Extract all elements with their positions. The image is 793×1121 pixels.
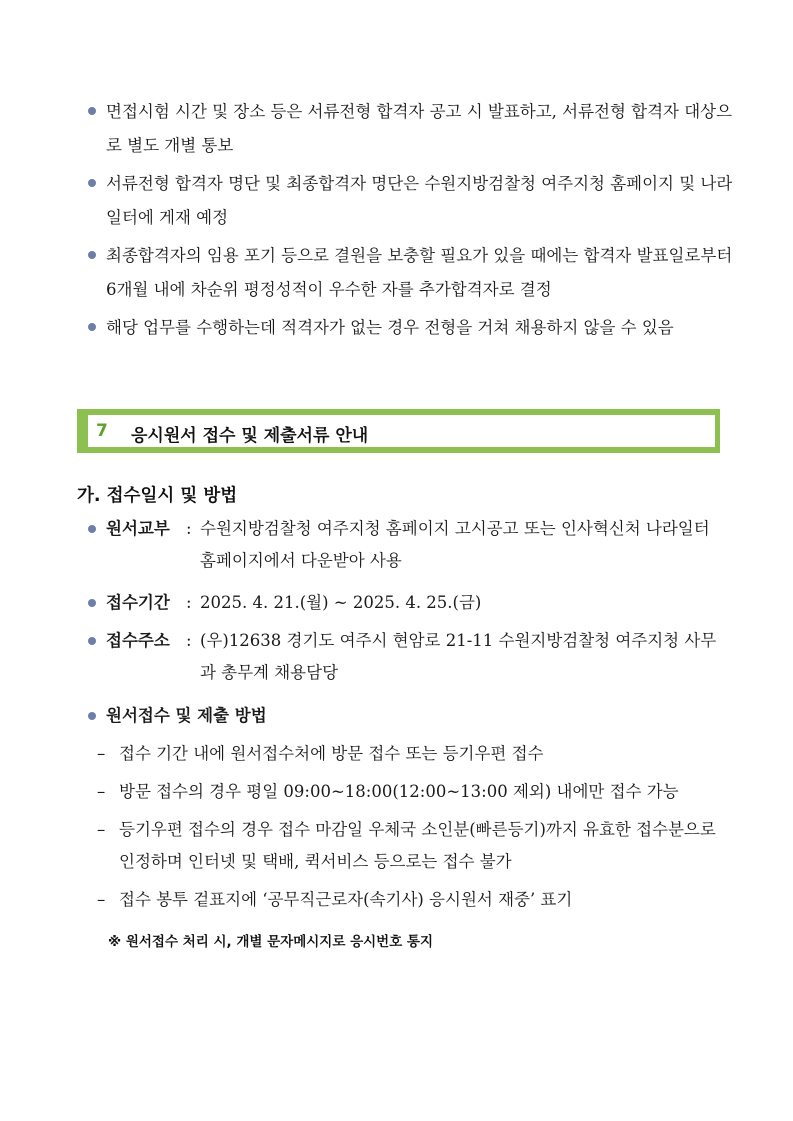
dash-marker: – — [97, 890, 106, 909]
intro-bullet-list — [84, 95, 734, 345]
bullet-dot-icon — [88, 712, 96, 720]
bullet-dot-icon — [88, 525, 96, 533]
dash-marker: – — [97, 782, 106, 801]
method-dash-list — [97, 738, 727, 922]
bullet-dot-icon — [88, 107, 96, 115]
dash-text: 방문 접수의 경우 평일 09:00~18:00(12:00~13:00 제외) 내에만 접수 가능 — [119, 782, 679, 801]
bullet-text: 최종합격자의 임용 포기 등으로 결원을 보충할 필요가 있을 때에는 합격자 발표일로부터 6개월 내에 차순위 평정성적이 우수한 자를 추가합격자로 결정 — [106, 246, 733, 299]
list-item — [97, 814, 727, 878]
info-label: 원서교부 — [106, 519, 170, 538]
dash-text: 접수 봉투 겉표지에 ‘공무직근로자(속기사) 응시원서 재중’ 표기 — [119, 890, 573, 909]
info-label: 접수기간 — [106, 593, 170, 612]
info-label: 접수주소 — [106, 631, 170, 650]
dash-text: 등기우편 접수의 경우 접수 마감일 우체국 소인분(빠른등기)까지 유효한 접수분으로 인정하며 인터넷 및 택배, 퀵서비스 등으로는 접수 불가 — [119, 820, 716, 871]
info-value: (우)12638 경기도 여주시 현암로 21-11 수원지방검찰청 여주지청 사무과 총무계 채용담당 — [200, 631, 717, 682]
list-item — [97, 738, 727, 770]
list-item — [84, 311, 734, 345]
note-text: ※ 원서접수 처리 시, 개별 문자메시지로 응시번호 통지 — [108, 934, 434, 950]
subsection-title: 가. 접수일시 및 방법 — [77, 486, 238, 506]
bullet-dot-icon — [88, 251, 96, 259]
dash-marker: – — [97, 744, 106, 763]
method-title: 원서접수 및 제출 방법 — [106, 706, 267, 725]
info-value: 2025. 4. 21.(월) ~ 2025. 4. 25.(금) — [200, 593, 482, 612]
bullet-dot-icon — [88, 599, 96, 607]
dash-text: 접수 기간 내에 원서접수처에 방문 접수 또는 등기우편 접수 — [119, 744, 544, 763]
bullet-dot-icon — [88, 637, 96, 645]
bullet-text: 서류전형 합격자 명단 및 최종합격자 명단은 수원지방검찰청 여주지청 홈페이지 및 나라일터에 게재 예정 — [106, 174, 733, 227]
list-item — [84, 167, 734, 235]
info-colon: : — [186, 631, 192, 650]
list-item — [84, 95, 734, 163]
bullet-text: 해당 업무를 수행하는데 적격자가 없는 경우 전형을 거쳐 채용하지 않을 수 있음 — [106, 318, 674, 337]
section-title: 응시원서 접수 및 제출서류 안내 — [131, 426, 369, 446]
info-colon: : — [186, 593, 192, 612]
section-number: 7 — [96, 421, 108, 441]
bullet-dot-icon — [88, 323, 96, 331]
bullet-text: 면접시험 시간 및 장소 등은 서류전형 합격자 공고 시 발표하고, 서류전형 합격자 대상으로 별도 개별 통보 — [106, 102, 733, 155]
list-item — [97, 776, 727, 808]
dash-marker: – — [97, 820, 106, 839]
bullet-dot-icon — [88, 179, 96, 187]
list-item — [97, 884, 727, 916]
info-colon: : — [186, 519, 192, 538]
list-item — [84, 239, 734, 307]
info-value: 수원지방검찰청 여주지청 홈페이지 고시공고 또는 인사혁신처 나라일터 홈페이지에서 다운받아 사용 — [200, 519, 710, 570]
